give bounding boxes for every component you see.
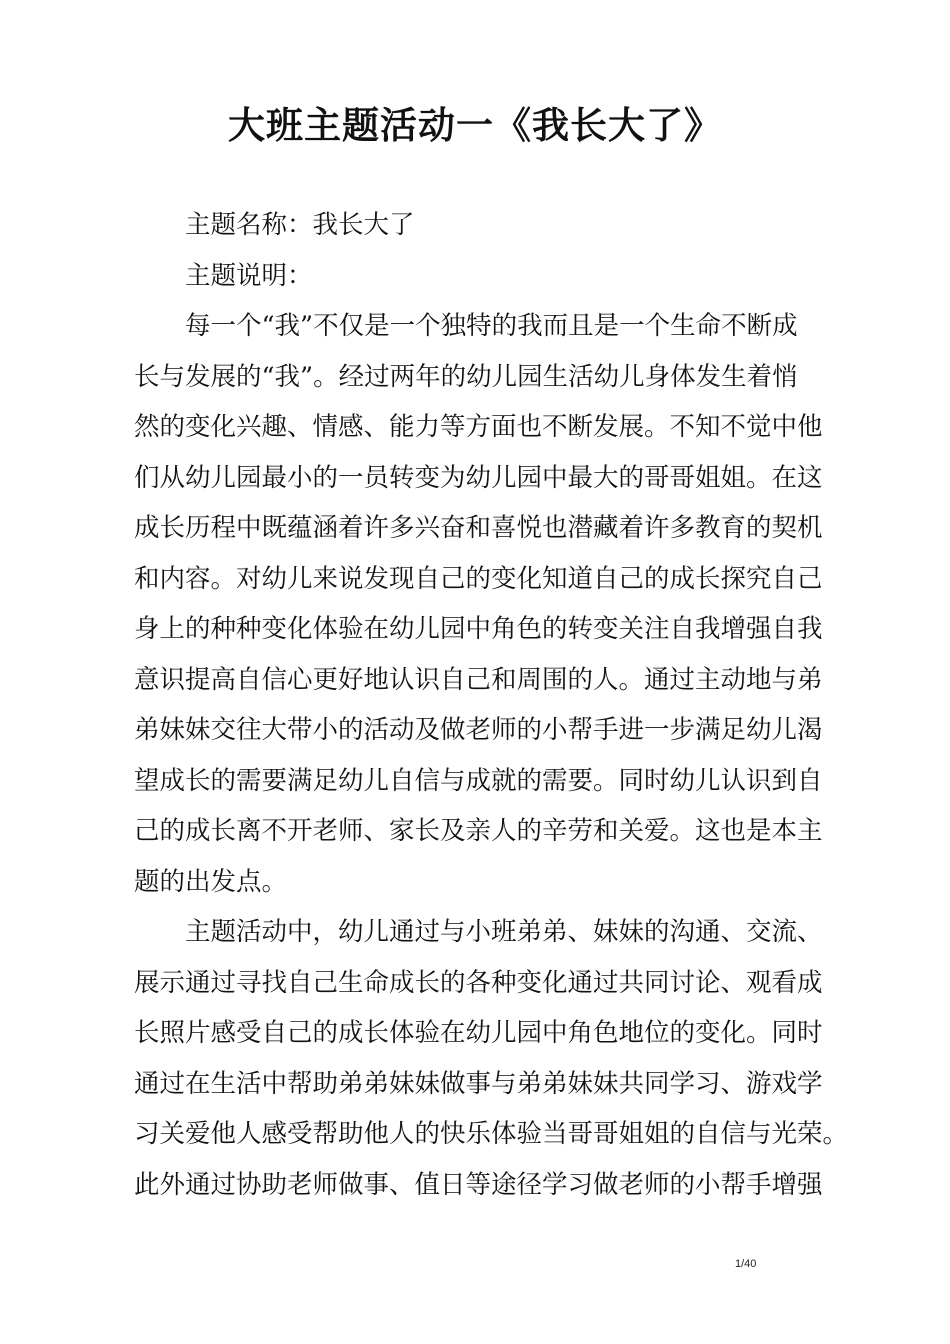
paragraph-line: 每一个“我”不仅是一个独特的我而且是一个生命不断成 bbox=[185, 311, 798, 341]
theme-name-line: 主题名称：我长大了 bbox=[185, 210, 415, 240]
paragraph-line: 弟妹妹交往大带小的活动及做老师的小帮手进一步满足幼儿渴 bbox=[134, 715, 823, 745]
paragraph-line: 己的成长离不开老师、家长及亲人的辛劳和关爱。这也是本主 bbox=[134, 816, 823, 846]
paragraph-line: 此外通过协助老师做事、值日等途径学习做老师的小帮手增强 bbox=[134, 1169, 823, 1200]
page-number: 1/40 bbox=[735, 1258, 757, 1270]
paragraph-line: 身上的种种变化体验在幼儿园中角色的转变关注自我增强自我 bbox=[134, 614, 823, 644]
paragraph-line: 通过在生活中帮助弟弟妹妹做事与弟弟妹妹共同学习、游戏学 bbox=[134, 1068, 823, 1099]
paragraph-line: 和内容。对幼儿来说发现自己的变化知道自己的成长探究自己 bbox=[134, 563, 823, 594]
paragraph-line: 然的变化兴趣、情感、能力等方面也不断发展。不知不觉中他 bbox=[134, 412, 823, 442]
paragraph-line: 长照片感受自己的成长体验在幼儿园中角色地位的变化。同时 bbox=[134, 1018, 823, 1048]
paragraph-line: 望成长的需要满足幼儿自信与成就的需要。同时幼儿认识到自 bbox=[134, 765, 823, 796]
theme-description-heading: 主题说明： bbox=[185, 260, 313, 291]
paragraph-line: 们从幼儿园最小的一员转变为幼儿园中最大的哥哥姐姐。在这 bbox=[134, 462, 823, 493]
paragraph-line: 长与发展的“我”。经过两年的幼儿园生活幼儿身体发生着悄 bbox=[134, 361, 798, 392]
paragraph-line: 意识提高自信心更好地认识自己和周围的人。通过主动地与弟 bbox=[134, 664, 823, 695]
paragraph-line: 习关爱他人感受帮助他人的快乐体验当哥哥姐姐的自信与光荣。 bbox=[134, 1119, 849, 1149]
paragraph-line: 主题活动中，幼儿通过与小班弟弟、妹妹的沟通、交流、 bbox=[185, 917, 823, 947]
paragraph-line: 展示通过寻找自己生命成长的各种变化通过共同讨论、观看成 bbox=[134, 967, 823, 998]
document-body bbox=[134, 200, 849, 1210]
document-title: 大班主题活动一《我长大了》 bbox=[228, 104, 722, 147]
paragraph-line: 成长历程中既蕴涵着许多兴奋和喜悦也潜藏着许多教育的契机 bbox=[134, 513, 823, 543]
paragraph-line: 题的出发点。 bbox=[134, 866, 288, 897]
